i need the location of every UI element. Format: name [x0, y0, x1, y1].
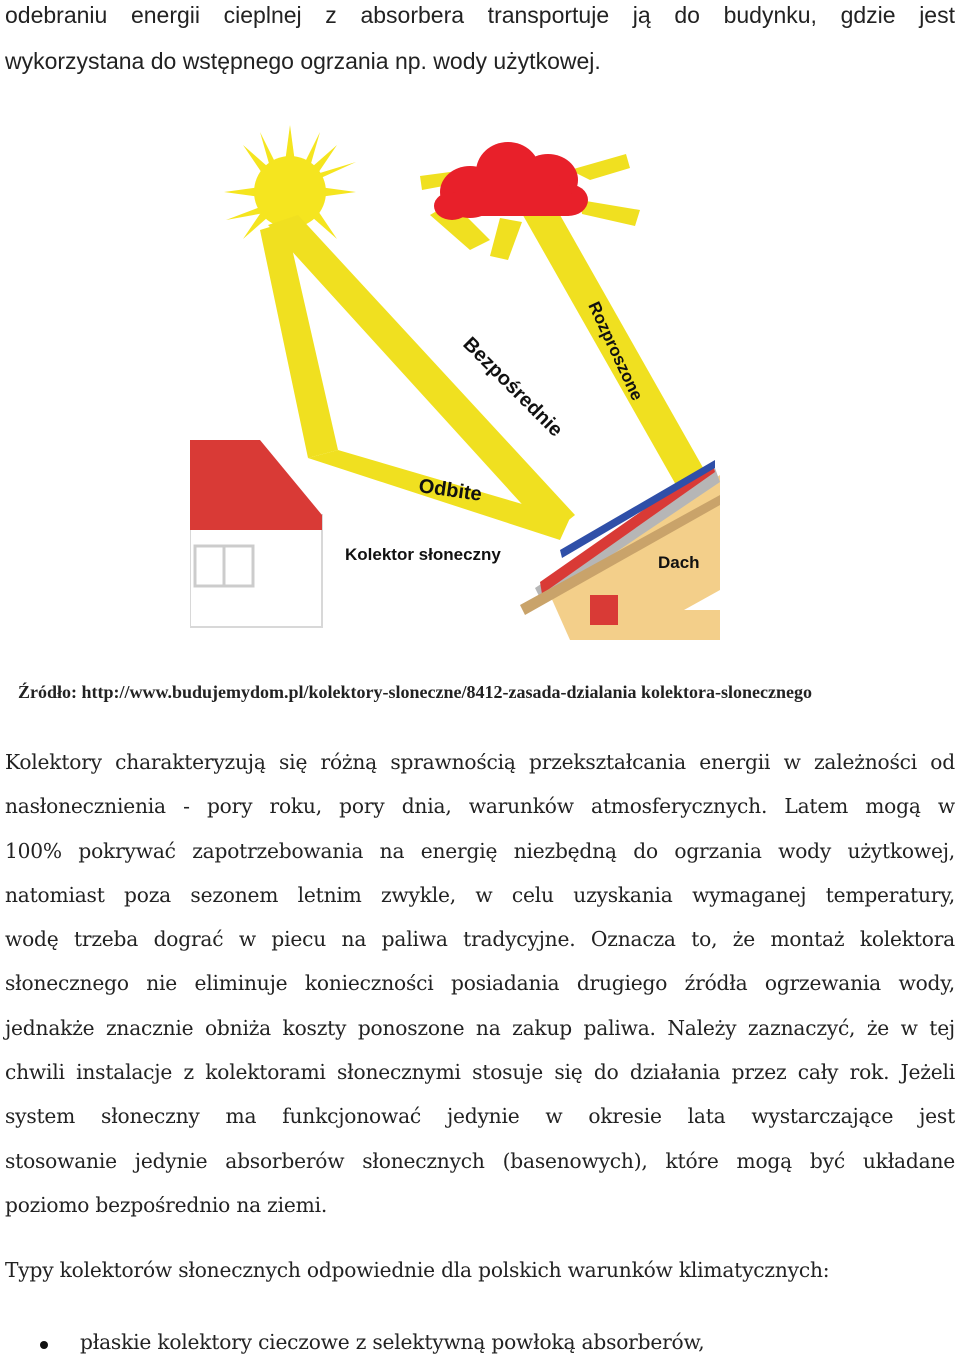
body-paragraph-line: jednakże znacznie obniża koszty ponoszone na zakup paliwa. Należy zaznaczyć, że w tej — [5, 1015, 955, 1040]
diffuse-radiation-label: Rozproszone — [584, 298, 647, 404]
roof-label: Dach — [658, 553, 700, 572]
top-paragraph-line: wykorzystana do wstępnego ogrzania np. wody użytkowej. — [5, 48, 601, 74]
image-source-caption: Źródło: http://www.budujemydom.pl/kolektory-sloneczne/8412-zasada-dzialania kolektora-slonecznego — [18, 682, 813, 702]
top-paragraph-line: odebraniu energii cieplnej z absorbera transportuje ją do budynku, gdzie jest — [5, 2, 955, 28]
body-paragraph-line: poziomo bezpośrednio na ziemi. — [5, 1192, 328, 1217]
house-icon — [190, 440, 322, 627]
body-paragraph-line: Kolektory charakteryzują się różną sprawnością przekształcania energii w zależności od — [5, 750, 955, 774]
bullet-icon — [40, 1341, 48, 1349]
cloud-icon — [434, 142, 588, 220]
direct-radiation-label: Bezpośrednie — [458, 332, 567, 442]
body-paragraph — [5, 740, 955, 1227]
body-paragraph-line: wodę trzeba dograć w piecu na paliwa tradycyjne. Oznacza to, że montaż kolektora — [5, 927, 955, 952]
top-paragraph — [5, 0, 955, 84]
body-paragraph-line: 100% pokrywać zapotrzebowania na energię niezbędną do ogrzania wody użytkowej, — [5, 838, 955, 863]
body-paragraph-line: słonecznego nie eliminuje konieczności posiadania drugiego źródła ogrzewania wody, — [5, 971, 955, 996]
collector-types-list — [0, 1330, 704, 1354]
body-paragraph-line: system słoneczny ma funkcjonować jedynie w okresie lata wystarczające jest — [5, 1104, 955, 1129]
body-paragraph-line: chwili instalacje z kolektorami słonecznymi stosuje się do działania przez cały rok. Jeżeli — [5, 1060, 955, 1085]
solar-collector-diagram — [190, 110, 750, 640]
collector-types-heading: Typy kolektorów słonecznych odpowiednie dla polskich warunków klimatycznych: — [5, 1258, 830, 1282]
collector-label: Kolektor słoneczny — [345, 545, 501, 564]
body-paragraph-line: stosowanie jedynie absorberów słonecznych (basenowych), które mogą być układane — [5, 1148, 955, 1173]
list-item — [0, 1330, 704, 1354]
list-item-text: płaskie kolektory cieczowe z selektywną powłoką absorberów, — [80, 1330, 705, 1354]
roof-icon — [520, 460, 720, 640]
body-paragraph-line: natomiast poza sezonem letnim zwykle, w celu uzyskania wymaganej temperatury, — [5, 882, 955, 907]
reflected-radiation-label: Odbite — [417, 475, 484, 506]
body-paragraph-line: nasłonecznienia - pory roku, pory dnia, warunków atmosferycznych. Latem mogą w — [5, 794, 955, 819]
